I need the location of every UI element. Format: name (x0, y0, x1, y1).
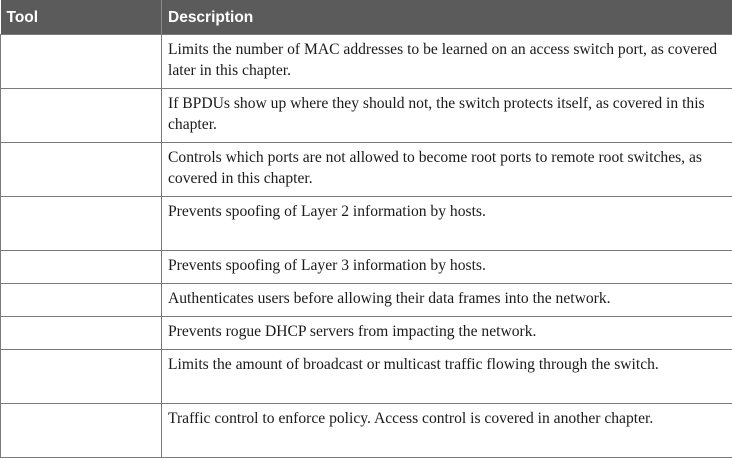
table-row (1, 251, 732, 284)
description-cell: Prevents rogue DHCP servers from impacting the network. (162, 317, 732, 350)
description-cell: Prevents spoofing of Layer 3 information by hosts. (162, 251, 732, 284)
description-cell: If BPDUs show up where they should not, the switch protects itself, as covered in this chapter. (162, 89, 732, 143)
header-row (1, 1, 732, 35)
tool-cell (1, 317, 162, 350)
tool-cell (1, 35, 162, 89)
tool-cell (1, 284, 162, 317)
header-tool: Tool (1, 1, 162, 35)
tool-cell (1, 251, 162, 284)
table-row (1, 197, 732, 251)
table-row (1, 284, 732, 317)
table-row (1, 143, 732, 197)
description-cell: Prevents spoofing of Layer 2 information by hosts. (162, 197, 732, 251)
tool-cell (1, 143, 162, 197)
table-header (1, 1, 732, 35)
tool-cell (1, 350, 162, 404)
description-cell: Controls which ports are not allowed to become root ports to remote root switches, as covered in this chapter. (162, 143, 732, 197)
header-description: Description (162, 1, 732, 35)
tool-cell (1, 404, 162, 458)
table-row (1, 35, 732, 89)
table-row (1, 350, 732, 404)
tool-cell (1, 197, 162, 251)
description-cell: Limits the amount of broadcast or multicast traffic flowing through the switch. (162, 350, 732, 404)
table-row (1, 404, 732, 458)
tool-cell (1, 89, 162, 143)
table-row (1, 89, 732, 143)
table-row (1, 317, 732, 350)
description-cell: Traffic control to enforce policy. Access control is covered in another chapter. (162, 404, 732, 458)
description-cell: Limits the number of MAC addresses to be learned on an access switch port, as covered later in this chapter. (162, 35, 732, 89)
description-cell: Authenticates users before allowing their data frames into the network. (162, 284, 732, 317)
table-body (1, 35, 732, 458)
